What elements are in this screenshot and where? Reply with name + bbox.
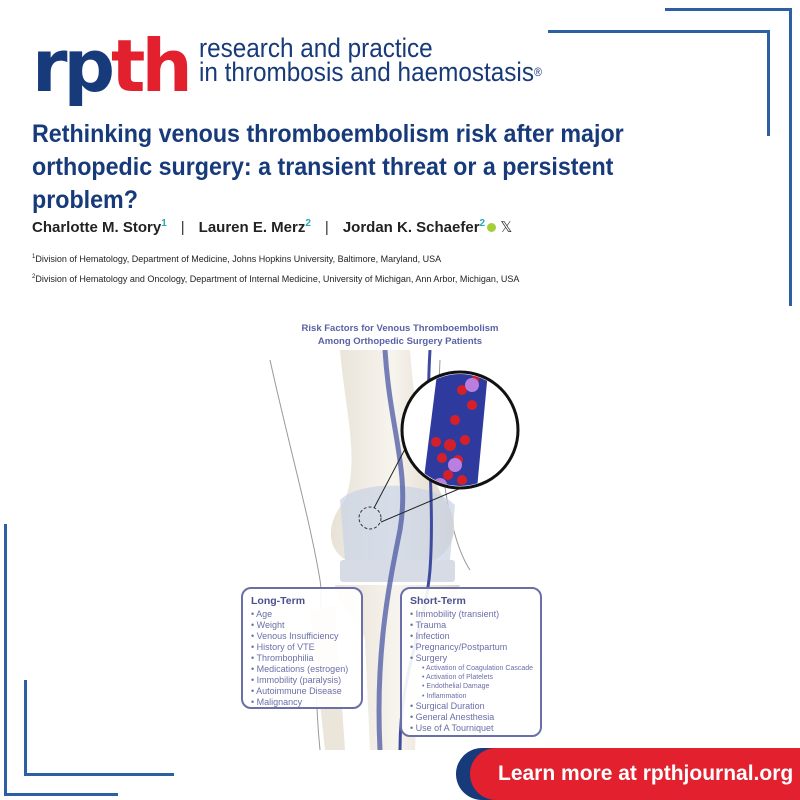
- journal-logo: [32, 24, 580, 108]
- frame-line: [767, 30, 770, 136]
- list-item: • Thrombophilia: [251, 653, 361, 664]
- author-aff: 2: [305, 218, 311, 229]
- frame-line: [548, 30, 770, 33]
- frame-line: [4, 524, 7, 796]
- figure-title-line2: Among Orthopedic Surgery Patients: [317, 336, 483, 347]
- long-term-box: [241, 587, 363, 709]
- list-item: • Surgical Duration: [410, 701, 540, 712]
- list-item: • Medications (estrogen): [251, 664, 361, 675]
- x-icon[interactable]: 𝕏: [500, 219, 513, 236]
- list-item: • Surgery: [410, 653, 540, 664]
- long-term-heading: Long-Term: [251, 595, 306, 607]
- registered-mark: ®: [533, 65, 542, 79]
- author-aff: 1: [161, 218, 167, 229]
- list-item: • Autoimmune Disease: [251, 686, 361, 697]
- list-item: • Venous Insufficiency: [251, 631, 361, 642]
- orcid-icon[interactable]: [487, 223, 496, 232]
- list-item: • Age: [251, 609, 361, 620]
- separator: |: [324, 218, 329, 236]
- aff-text: Division of Hematology and Oncology, Department of Internal Medicine, University of Michigan, Ann Arbor, Michigan, USA: [35, 274, 520, 284]
- logo-mark: [32, 24, 189, 108]
- joint-implant: [340, 560, 455, 582]
- aff-num: 2: [32, 274, 36, 280]
- sub-list-item: • Inflammation: [410, 692, 540, 701]
- author-list: [32, 218, 512, 236]
- frame-line: [665, 8, 792, 11]
- frame-line: [4, 793, 118, 796]
- figure-title: [250, 322, 550, 348]
- aff-num: 1: [32, 254, 36, 260]
- author-name: Lauren E. Merz: [198, 219, 306, 236]
- author-name: Jordan K. Schaefer: [342, 219, 480, 236]
- author-name: Charlotte M. Story: [32, 219, 162, 236]
- aff-text: Division of Hematology, Department of Medicine, Johns Hopkins University, Baltimore, Maryland, USA: [35, 254, 442, 264]
- list-item: • Infection: [410, 631, 540, 642]
- affiliation: [32, 274, 519, 284]
- short-term-heading: Short-Term: [410, 595, 466, 607]
- short-term-list: [410, 609, 540, 734]
- figure-title-line1: Risk Factors for Venous Thromboembolism: [301, 323, 499, 334]
- list-item: • Pregnancy/Postpartum: [410, 642, 540, 653]
- sub-list-item: • Activation of Coagulation Cascade: [410, 664, 540, 673]
- author: [32, 218, 167, 236]
- journal-name-line1: research and practice: [198, 33, 433, 63]
- list-item: • Malignancy: [251, 697, 361, 708]
- learn-more-button[interactable]: Learn more at rpthjournal.org: [470, 748, 800, 800]
- list-item: • Trauma: [410, 620, 540, 631]
- journal-name: [198, 33, 542, 87]
- list-item: • Immobility (transient): [410, 609, 540, 620]
- frame-line: [24, 773, 174, 776]
- list-item: • Immobility (paralysis): [251, 675, 361, 686]
- list-item: • History of VTE: [251, 642, 361, 653]
- separator: |: [180, 218, 185, 236]
- frame-line: [24, 680, 27, 776]
- long-term-list: [251, 609, 361, 708]
- frame-line: [789, 8, 792, 306]
- author: [199, 218, 311, 236]
- list-item: • Weight: [251, 620, 361, 631]
- short-term-box: [400, 587, 542, 737]
- journal-name-line2: in thrombosis and haemostasis: [198, 57, 534, 87]
- author-aff: 2: [479, 218, 486, 229]
- affiliation: [32, 254, 441, 264]
- sub-list-item: • Endothelial Damage: [410, 682, 540, 691]
- list-item: • Use of A Tourniquet: [410, 723, 540, 734]
- logo-th: th: [111, 24, 189, 108]
- article-title: Rethinking venous thromboembolism risk after major orthopedic surgery: a transient threat or a persistent problem?: [32, 120, 624, 214]
- list-item: • General Anesthesia: [410, 712, 540, 723]
- author: [343, 218, 513, 236]
- logo-rp: rp: [32, 24, 112, 108]
- sub-list-item: • Activation of Platelets: [410, 673, 540, 682]
